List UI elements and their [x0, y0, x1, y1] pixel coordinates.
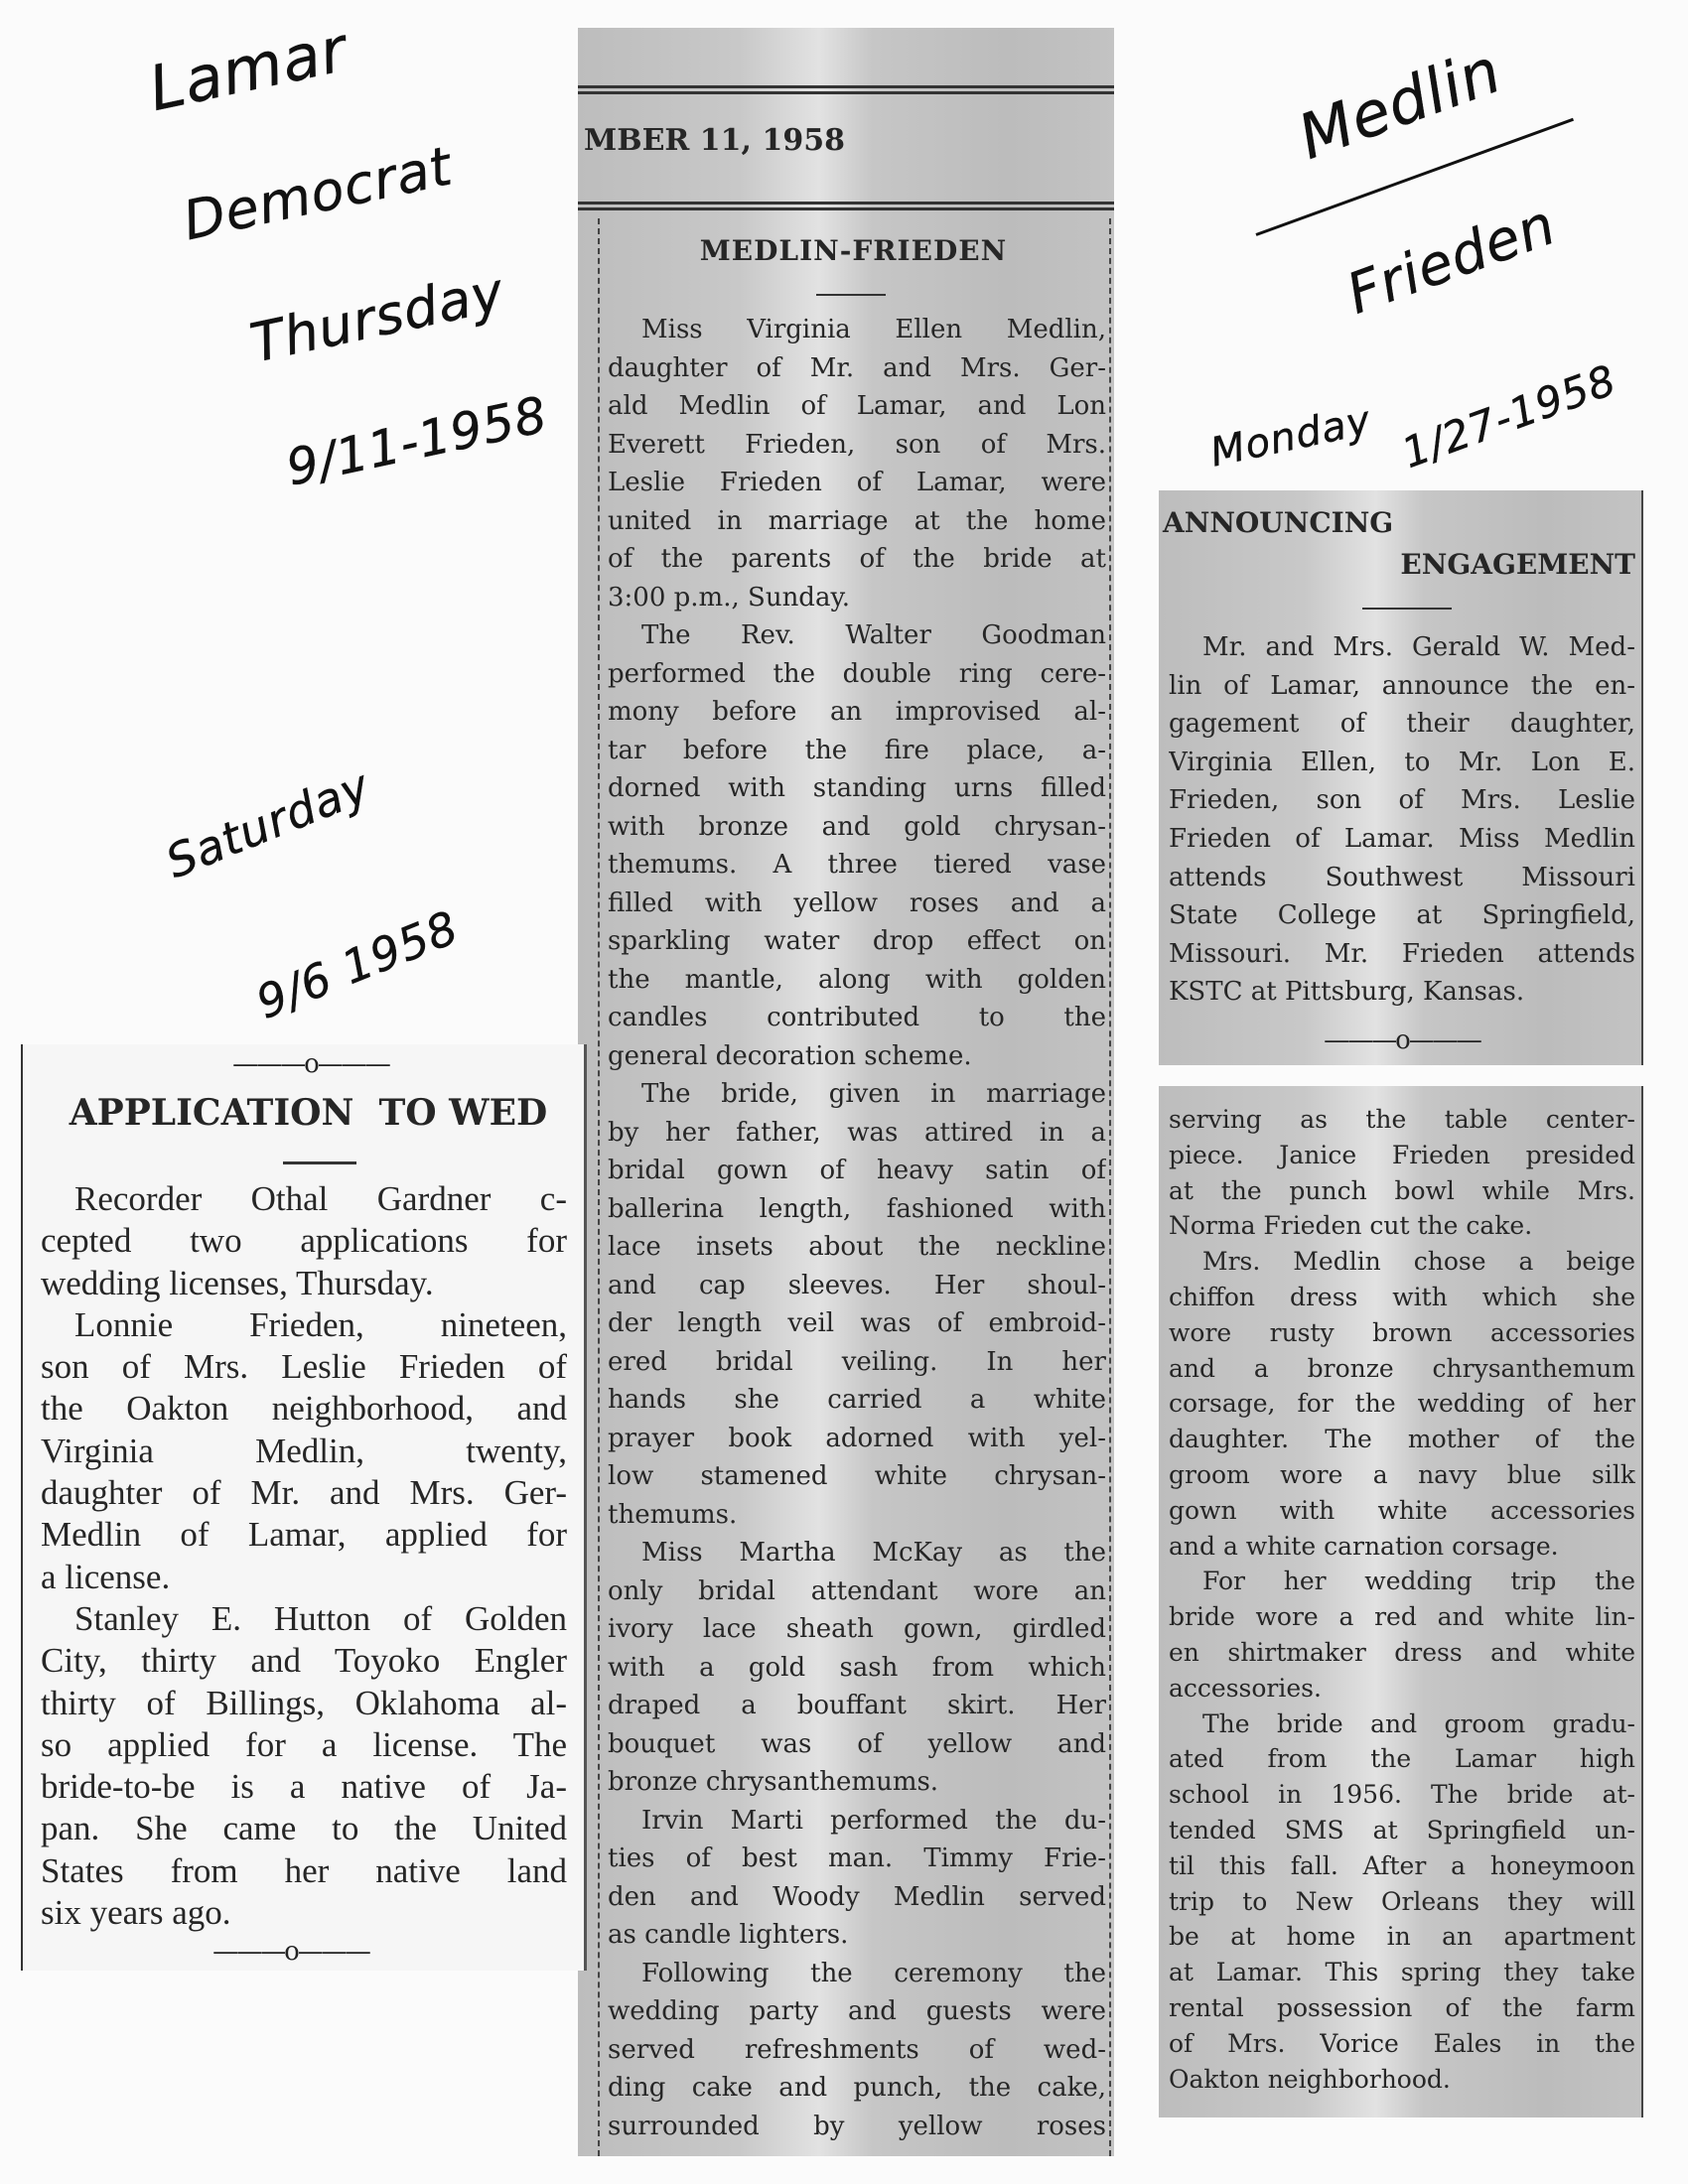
text-line: til this fall. After a honeymoon [1169, 1850, 1635, 1880]
text-line: States from her native land [41, 1850, 567, 1890]
text-line: groom wore a navy blue silk [1169, 1459, 1635, 1489]
text-line: The Rev. Walter Goodman [641, 620, 1106, 650]
text-line: and a bronze chrysanthemum [1169, 1353, 1635, 1383]
masthead-rule-bottom [578, 202, 1114, 210]
text-line: piece. Janice Frieden presided [1169, 1140, 1635, 1169]
text-line: Mr. and Mrs. Gerald W. Med- [1202, 632, 1635, 662]
text-line: Frieden of Lamar. Miss Medlin [1169, 823, 1635, 854]
wedding-continued-clipping [1159, 1086, 1643, 2117]
text-line: Virginia Medlin, twenty, [41, 1431, 567, 1470]
text-line: bride wore a red and white lin- [1169, 1602, 1635, 1632]
text-line: Missouri. Mr. Frieden attends [1169, 938, 1635, 969]
top-ornament: ———o——— [232, 1049, 389, 1079]
application-article-body [41, 1178, 567, 1934]
handwritten-names-line1: Medlin [1289, 34, 1511, 174]
text-line: Recorder Othal Gardner c- [74, 1179, 567, 1218]
wedding-clipping [578, 28, 1114, 2156]
text-line: bridal gown of heavy satin of [608, 1156, 1106, 1185]
text-line: general decoration scheme. [608, 1040, 972, 1071]
text-line: chiffon dress with which she [1169, 1282, 1635, 1311]
text-line: daughter. The mother of the [1169, 1425, 1635, 1454]
headline: APPLICATION TO WED [69, 1092, 548, 1134]
text-line: bride-to-be is a native of Ja- [41, 1767, 567, 1807]
text-line: bouquet was of yellow and [608, 1728, 1106, 1759]
column-border-left [598, 218, 600, 2156]
headline: MEDLIN-FRIEDEN [699, 234, 1008, 267]
text-line: rental possession of the farm [1169, 1992, 1635, 2022]
text-line: as candle lighters. [608, 1920, 849, 1950]
text-line: wedding party and guests were [608, 1996, 1106, 2026]
text-line: State College at Springfield, [1169, 900, 1635, 931]
text-line: of the parents of the bride at [608, 544, 1106, 574]
application-clipping [21, 1044, 587, 1971]
engagement-article-body [1169, 628, 1635, 1012]
end-ornament: ———o——— [1324, 1025, 1480, 1055]
text-line: school in 1956. The bride at- [1169, 1780, 1635, 1810]
handwritten-source-line1: Lamar [142, 12, 353, 126]
text-line: For her wedding trip the [1202, 1567, 1635, 1596]
handwritten-names-line2: Frieden [1338, 192, 1565, 328]
text-line: tended SMS at Springfield un- [1169, 1815, 1635, 1844]
text-line: den and Woody Medlin served [608, 1881, 1106, 1912]
text-line: wore rusty brown accessories [1169, 1317, 1635, 1347]
text-line: ald Medlin of Lamar, and Lon [608, 391, 1106, 421]
text-line: Miss Virginia Ellen Medlin, [641, 315, 1106, 344]
text-line: ding cake and punch, the cake, [608, 2073, 1106, 2103]
text-line: der length veil was of embroid- [608, 1308, 1106, 1338]
text-line: gown with white accessories [1169, 1495, 1635, 1525]
text-line: Medlin of Lamar, applied for [41, 1515, 567, 1555]
headline-rule [283, 1161, 356, 1164]
wedding-continued-body [1169, 1102, 1635, 2097]
text-line: en shirtmaker dress and white [1169, 1637, 1635, 1667]
text-line: The bride and groom gradu- [1202, 1708, 1635, 1738]
text-line: corsage, for the wedding of her [1169, 1389, 1635, 1419]
text-line: tar before the fire place, a- [608, 735, 1106, 765]
text-line: a license. [41, 1557, 171, 1596]
text-line: Following the ceremony the [641, 1958, 1106, 1988]
text-line: with a gold sash from which [608, 1652, 1106, 1683]
text-line: performed the double ring cere- [608, 658, 1106, 689]
text-line: Irvin Marti performed the du- [641, 1805, 1106, 1836]
text-line: trip to New Orleans they will [1169, 1886, 1635, 1916]
text-line: ered bridal veiling. In her [608, 1346, 1106, 1377]
text-line: Miss Martha McKay as the [641, 1538, 1106, 1568]
text-line: Everett Frieden, son of Mrs. [608, 429, 1106, 460]
text-line: attends Southwest Missouri [1169, 862, 1635, 892]
text-line: cepted two applications for [41, 1221, 567, 1261]
end-ornament: ———o——— [212, 1937, 369, 1967]
text-line: ivory lace sheath gown, girdled [608, 1614, 1106, 1644]
text-line: KSTC at Pittsburg, Kansas. [1169, 977, 1525, 1008]
text-line: the Oakton neighborhood, and [41, 1389, 567, 1429]
text-line: by her father, was attired in a [608, 1117, 1106, 1148]
text-line: Oakton neighborhood. [1169, 2064, 1451, 2094]
engagement-clipping [1159, 490, 1643, 1065]
text-line: The bride, given in marriage [641, 1079, 1106, 1109]
handwritten-application-day: Saturday [158, 758, 378, 889]
text-line: and cap sleeves. Her shoul- [608, 1270, 1106, 1300]
handwritten-engagement-date: 1/27-1958 [1395, 354, 1623, 478]
text-line: daughter of Mr. and Mrs. Ger- [608, 352, 1106, 383]
text-line: accessories. [1169, 1673, 1322, 1703]
text-line: only bridal attendant wore an [608, 1575, 1106, 1606]
handwritten-source-line4: 9/11-1958 [281, 385, 553, 497]
text-line: surrounded by yellow roses [608, 2111, 1106, 2141]
text-line: Leslie Frieden of Lamar, were [608, 468, 1106, 497]
text-line: pan. She came to the United [41, 1809, 567, 1848]
text-line: serving as the table center- [1169, 1105, 1635, 1134]
text-line: united in marriage at the home [608, 505, 1106, 536]
headline-rule [1362, 608, 1452, 610]
text-line: City, thirty and Toyoko Engler [41, 1641, 567, 1681]
text-line: filled with yellow roses and a [608, 887, 1106, 918]
masthead-rule-top [578, 85, 1114, 94]
handwritten-engagement-day: Monday [1206, 397, 1375, 477]
text-line: mony before an improvised al- [608, 697, 1106, 727]
text-line: son of Mrs. Leslie Frieden of [41, 1347, 567, 1387]
text-line: candles contributed to the [608, 1003, 1106, 1032]
text-line: ballerina length, fashioned with [608, 1193, 1106, 1224]
text-line: ated from the Lamar high [1169, 1744, 1635, 1774]
text-line: lace insets about the neckline [608, 1232, 1106, 1262]
headline-line2: ENGAGEMENT [1400, 548, 1635, 581]
handwritten-source-line3: Thursday [244, 260, 510, 375]
text-line: 3:00 p.m., Sunday. [608, 582, 850, 613]
text-line: so applied for a license. The [41, 1724, 567, 1764]
text-line: lin of Lamar, announce the en- [1169, 670, 1635, 701]
text-line: themums. [608, 1499, 738, 1530]
text-line: at Lamar. This spring they take [1169, 1958, 1635, 1987]
handwritten-application-date: 9/6 1958 [248, 899, 467, 1029]
text-line: ties of best man. Timmy Frie- [608, 1843, 1106, 1873]
text-line: the mantle, along with golden [608, 964, 1106, 995]
handwritten-source-line2: Democrat [178, 134, 458, 253]
text-line: prayer book adorned with yel- [608, 1423, 1106, 1453]
text-line: thirty of Billings, Oklahoma al- [41, 1683, 567, 1722]
text-line: Lonnie Frieden, nineteen, [74, 1304, 567, 1344]
text-line: themums. A three tiered vase [608, 850, 1106, 880]
headline-line1: ANNOUNCING [1163, 506, 1394, 539]
text-line: dorned with standing urns filled [608, 773, 1106, 803]
text-line: bronze chrysanthemums. [608, 1767, 939, 1797]
text-line: six years ago. [41, 1893, 231, 1933]
text-line: and a white carnation corsage. [1169, 1531, 1559, 1561]
dateline: MBER 11, 1958 [584, 123, 845, 158]
text-line: hands she carried a white [608, 1385, 1106, 1415]
text-line: Frieden, son of Mrs. Leslie [1169, 785, 1635, 816]
text-line: served refreshments of wed- [608, 2034, 1106, 2065]
text-line: draped a bouffant skirt. Her [608, 1691, 1106, 1720]
text-line: daughter of Mr. and Mrs. Ger- [41, 1473, 567, 1513]
text-line: sparkling water drop effect on [608, 926, 1106, 956]
text-line: Mrs. Medlin chose a beige [1202, 1247, 1635, 1277]
text-line: with bronze and gold chrysan- [608, 811, 1106, 842]
text-line: wedding licenses, Thursday. [41, 1263, 434, 1302]
text-line: gagement of their daughter, [1169, 709, 1635, 740]
text-line: of Mrs. Vorice Eales in the [1169, 2028, 1635, 2058]
text-line: be at home in an apartment [1169, 1922, 1635, 1952]
headline-rule [816, 294, 886, 296]
column-border-right [1109, 218, 1111, 2156]
text-line: at the punch bowl while Mrs. [1169, 1175, 1635, 1205]
text-line: Norma Frieden cut the cake. [1169, 1211, 1533, 1241]
text-line: Virginia Ellen, to Mr. Lon E. [1169, 747, 1635, 777]
text-line: low stamened white chrysan- [608, 1461, 1106, 1491]
text-line: Stanley E. Hutton of Golden [74, 1598, 567, 1638]
wedding-article-body [608, 311, 1106, 2145]
